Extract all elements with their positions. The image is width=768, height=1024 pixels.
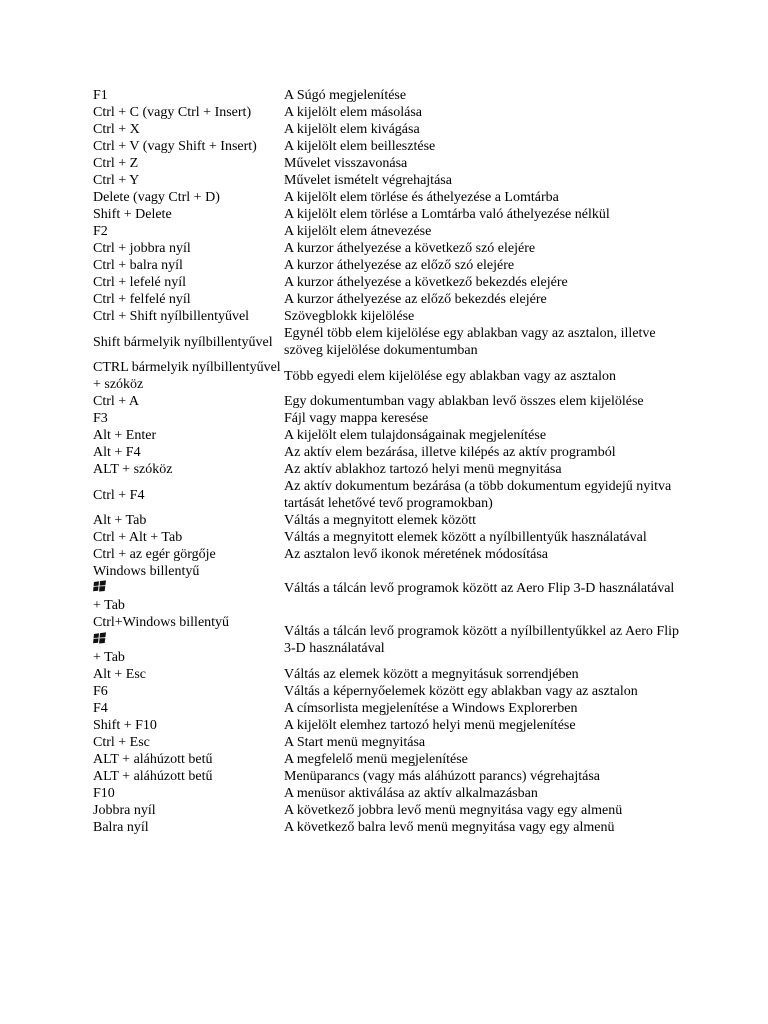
table-row [93, 461, 693, 478]
shortcut-key: Alt + Esc [93, 666, 146, 682]
shortcut-description: Váltás a képernyőelemek között egy ablakban vagy az asztalon [284, 683, 638, 699]
windows-logo-icon [93, 580, 107, 597]
shortcut-key: F3 [93, 411, 108, 426]
shortcut-key: Jobbra nyíl [93, 802, 156, 818]
table-row [93, 359, 693, 393]
shortcut-description: Az aktív elem bezárása, illetve kilépés az aktív programból [284, 445, 616, 460]
windows-logo-icon [93, 632, 107, 649]
shortcut-description: A következő balra levő menü megnyitása vagy egy almenü [284, 819, 615, 835]
table-row [93, 478, 693, 512]
shortcut-key: Alt + F4 [93, 445, 141, 460]
shortcut-key: Ctrl + jobbra nyíl [93, 241, 191, 256]
table-row [93, 87, 693, 104]
table-row [93, 546, 693, 563]
shortcut-description: Váltás a tálcán levő programok között az Aero Flip 3-D használatával [284, 581, 675, 597]
shortcut-key: Ctrl + A [93, 394, 140, 409]
shortcut-key-text: + Tab [93, 598, 125, 614]
table-row [93, 223, 693, 240]
shortcut-key: F1 [93, 88, 108, 103]
shortcut-description: A Start menü megnyitása [284, 734, 426, 750]
table-row [93, 121, 693, 138]
shortcut-description: Művelet visszavonása [284, 156, 408, 171]
table-row [93, 427, 693, 444]
table-row [93, 683, 693, 700]
shortcut-key: F10 [93, 785, 115, 801]
table-row [93, 308, 693, 325]
shortcut-key: Delete (vagy Ctrl + D) [93, 190, 220, 205]
shortcut-key: Ctrl + Alt + Tab [93, 530, 183, 545]
shortcut-description: A kijelölt elem kivágása [284, 122, 420, 137]
shortcut-description: Egy dokumentumban vagy ablakban levő összes elem kijelölése [284, 394, 644, 409]
shortcut-description: Váltás a megnyitott elemek között [284, 513, 477, 528]
shortcut-key: Balra nyíl [93, 819, 149, 835]
table-row [93, 785, 693, 802]
shortcut-key: Ctrl + Shift nyílbillentyűvel [93, 309, 250, 324]
shortcut-key: CTRL bármelyik nyílbillentyűvel + szóköz [93, 360, 281, 392]
shortcut-description: Váltás a tálcán levő programok között a nyílbillentyűkkel az Aero Flip 3-D használatával [284, 623, 680, 656]
shortcut-description: Egynél több elem kijelölése egy ablakban vagy az asztalon, illetve szöveg kijelölése dokumentumban [284, 326, 656, 358]
shortcut-description: A kurzor áthelyezése az előző szó elejére [284, 258, 515, 273]
shortcut-description: Az asztalon levő ikonok méretének módosítása [284, 547, 548, 562]
shortcut-description: A címsorlista megjelenítése a Windows Explorerben [284, 700, 578, 716]
shortcut-key: Ctrl + V (vagy Shift + Insert) [93, 139, 257, 154]
shortcut-key-text: + Tab [93, 649, 125, 665]
shortcut-key: Ctrl + X [93, 122, 140, 137]
table-row [93, 189, 693, 206]
table-row [93, 819, 693, 836]
shortcut-key: Alt + Enter [93, 428, 157, 443]
shortcut-key: F4 [93, 700, 108, 716]
shortcut-key: F6 [93, 683, 108, 699]
shortcut-key: Shift + Delete [93, 207, 172, 222]
shortcut-key: ALT + szóköz [93, 462, 173, 477]
shortcut-key: Ctrl + F4 [93, 487, 145, 503]
shortcut-key: Shift bármelyik nyílbillentyűvel [93, 334, 273, 350]
shortcut-description: A kijelölt elem másolása [284, 105, 423, 120]
table-row [93, 666, 693, 683]
table-row [93, 802, 693, 819]
shortcut-description: Több egyedi elem kijelölése egy ablakban vagy az asztalon [284, 368, 616, 384]
shortcut-key-text: Windows billentyű [93, 564, 200, 579]
shortcut-description: A Súgó megjelenítése [284, 88, 407, 103]
shortcut-key: Ctrl + Y [93, 173, 140, 188]
shortcut-description: A kurzor áthelyezése a következő bekezdés elejére [284, 275, 568, 290]
table-row [93, 138, 693, 155]
shortcut-description: A kijelölt elem tulajdonságainak megjelenítése [284, 428, 547, 443]
table-row [93, 240, 693, 257]
table-row [93, 206, 693, 223]
shortcut-table [93, 87, 693, 836]
table-row [93, 325, 693, 359]
shortcut-key: Shift + F10 [93, 717, 157, 733]
shortcut-key: ALT + aláhúzott betű [93, 751, 213, 767]
table-row [93, 291, 693, 308]
shortcut-description: Váltás az elemek között a megnyitásuk sorrendjében [284, 666, 579, 682]
table-row [93, 172, 693, 189]
table-row [93, 563, 693, 614]
shortcut-description: A kijelölt elem beillesztése [284, 139, 436, 154]
shortcut-description: Művelet ismételt végrehajtása [284, 173, 452, 188]
table-row [93, 751, 693, 768]
table-row [93, 257, 693, 274]
shortcut-key: Ctrl + az egér görgője [93, 547, 216, 562]
shortcut-key: Ctrl + Esc [93, 734, 150, 750]
table-row [93, 614, 693, 665]
table-row [93, 734, 693, 751]
shortcut-key: ALT + aláhúzott betű [93, 768, 213, 784]
table-row [93, 155, 693, 172]
shortcut-key: Ctrl + lefelé nyíl [93, 275, 187, 290]
shortcut-key-text: Ctrl+Windows billentyű [93, 615, 230, 631]
table-row [93, 274, 693, 291]
shortcut-description: A kijelölt elemhez tartozó helyi menü megjelenítése [284, 717, 576, 733]
shortcut-key [93, 614, 284, 665]
shortcut-description: Fájl vagy mappa keresése [284, 411, 429, 426]
shortcut-description: A kijelölt elem törlése és áthelyezése a Lomtárba [284, 190, 559, 205]
table-row [93, 529, 693, 546]
shortcut-description: A menüsor aktiválása az aktív alkalmazásban [284, 785, 538, 801]
table-row [93, 717, 693, 734]
shortcut-description: A kurzor áthelyezése az előző bekezdés elejére [284, 292, 547, 307]
table-row [93, 393, 693, 410]
shortcut-description: A kijelölt elem átnevezése [284, 224, 432, 239]
shortcut-key: Ctrl + felfelé nyíl [93, 292, 191, 307]
shortcut-key: Alt + Tab [93, 513, 147, 528]
shortcut-description: A megfelelő menü megjelenítése [284, 751, 468, 767]
shortcut-description: Az aktív dokumentum bezárása (a több dokumentum egyidejű nyitva tartását lehetővé tevő programokban) [284, 479, 672, 511]
shortcut-description: A következő jobbra levő menü megnyitása vagy egy almenü [284, 802, 623, 818]
shortcut-description: A kurzor áthelyezése a következő szó elejére [284, 241, 536, 256]
shortcut-description: Menüparancs (vagy más aláhúzott parancs) végrehajtása [284, 768, 601, 784]
shortcut-key: Ctrl + Z [93, 156, 139, 171]
shortcut-key: Ctrl + C (vagy Ctrl + Insert) [93, 105, 252, 120]
table-row [93, 104, 693, 121]
shortcut-key [93, 563, 284, 614]
table-row [93, 444, 693, 461]
table-row [93, 410, 693, 427]
shortcut-description: Váltás a megnyitott elemek között a nyílbillentyűk használatával [284, 530, 647, 545]
table-row [93, 700, 693, 717]
shortcut-key: F2 [93, 224, 108, 239]
table-row [93, 512, 693, 529]
shortcut-key: Ctrl + balra nyíl [93, 258, 183, 273]
table-row [93, 768, 693, 785]
shortcut-description: Szövegblokk kijelölése [284, 309, 415, 324]
shortcut-description: A kijelölt elem törlése a Lomtárba való áthelyezése nélkül [284, 207, 610, 222]
shortcut-description: Az aktív ablakhoz tartozó helyi menü megnyitása [284, 462, 562, 477]
